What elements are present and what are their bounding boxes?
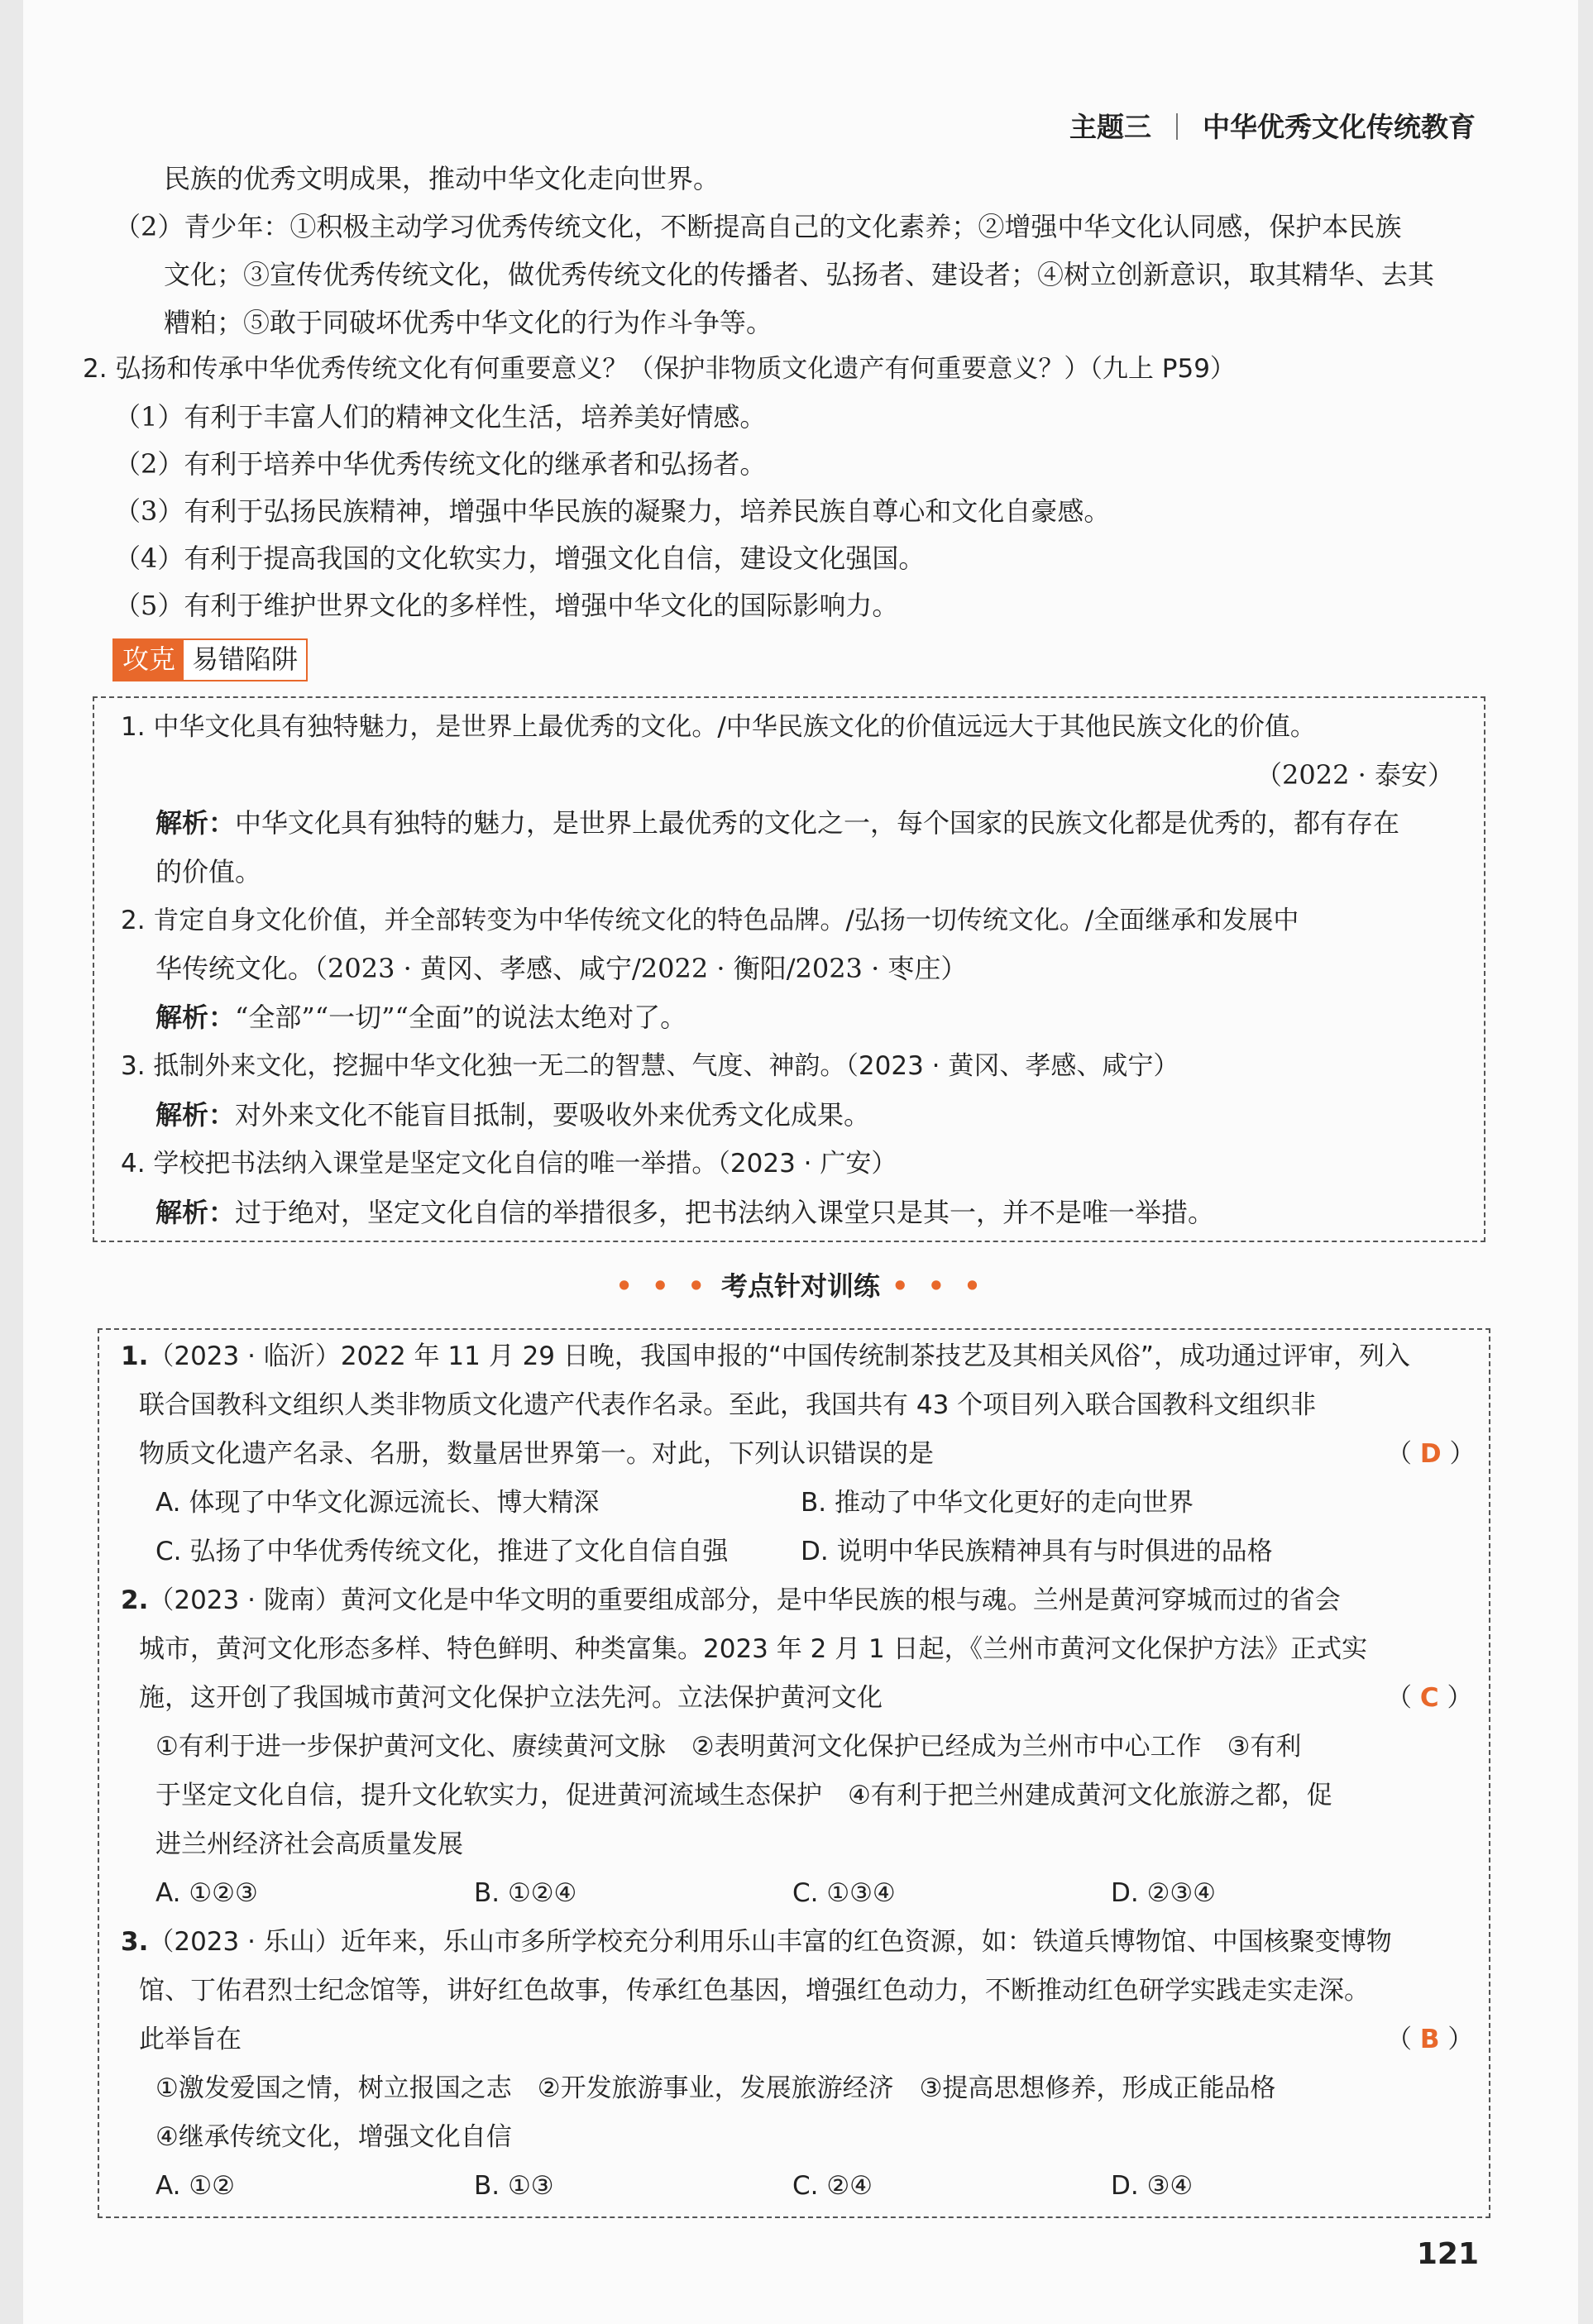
exercise-text: （2023 · 陇南）黄河文化是中华文明的重要组成部分，是中华民族的根与魂。兰州是黄河穿城而过的省会 [148,1585,1341,1615]
running-header [1069,106,1476,145]
trap-analysis [155,1098,870,1131]
answer-bracket: （ B ） [1386,2025,1474,2054]
header-title: 中华优秀文化传统教育 [1203,111,1476,143]
option: C. 弘扬了中华优秀传统文化，推进了文化自信自强 [155,1537,729,1566]
exercise-text: 城市，黄河文化形态多样、特色鲜明、种类富集。2023 年 2 月 1 日起，《兰州市黄河文化保护方法》正式实 [139,1634,1368,1664]
statements: ④继承传统文化，增强文化自信 [155,2122,512,2152]
answer-letter: B [1419,2025,1440,2054]
list-item: （4）有利于提高我国的文化软实力，增强文化自信，建设文化强国。 [114,543,926,574]
option: A. ①② [155,2171,235,2201]
exercise-text: 馆、丁佑君烈士纪念馆等，讲好红色故事，传承红色基因，增强红色动力，不断推动红色研学实践走实走深。 [139,1976,1370,2006]
analysis-text: 过于绝对，坚定文化自信的举措很多，把书法纳入课堂只是其一，并不是唯一举措。 [235,1197,1215,1228]
exercise-2-stem [121,1584,1341,1617]
page [23,0,1578,2324]
header-theme: 主题三 [1069,111,1151,143]
exercise-number: 3. [121,1927,149,1957]
option: D. 说明中华民族精神具有与时俱进的品格 [801,1537,1273,1566]
trap-analysis [155,1196,1214,1229]
option: D. ②③④ [1111,1878,1216,1908]
exercise-number: 2. [121,1585,149,1615]
list-item: （3）有利于弘扬民族精神，增强中华民族的凝聚力，培养民族自尊心和文化自豪感。 [114,495,1111,527]
exercise-text: 此举旨在 [139,2025,242,2054]
trap-statement: 4. 学校把书法纳入课堂是坚定文化自信的唯一举措。（2023 · 广安） [121,1149,897,1179]
answer-letter: C [1419,1683,1439,1713]
statements: 进兰州经济社会高质量发展 [155,1829,463,1859]
badge-label-highlight: 攻克 [114,640,184,680]
exercise-text: （2023 · 临沂）2022 年 11 月 29 日晚，我国申报的“中国传统制茶技艺及其相关风俗”，成功通过评审，列入 [148,1341,1410,1371]
trap-statement: 华传统文化。（2023 · 黄冈、孝感、咸宁/2022 · 衡阳/2023 · 枣庄） [155,953,968,984]
option: C. ②④ [792,2171,873,2201]
statements: ①激发爱国之情，树立报国之志 ②开发旅游事业，发展旅游经济 ③提高思想修养，形成正能品格 [155,2073,1276,2103]
answer-letter: D [1419,1439,1442,1469]
section-title-text: 考点针对训练 [720,1270,880,1302]
analysis-text: 中华文化具有独特的魅力，是世界上最优秀的文化之一，每个国家的民族文化都是优秀的，都有存在 [235,807,1400,839]
analysis-label: 解析： [155,807,236,839]
page-number: 121 [1416,2237,1479,2271]
exercise-3-stem [121,1925,1392,1958]
decor-dots-left: • • • [615,1270,710,1302]
section-title [23,1265,1578,1303]
option: A. 体现了中华文化源远流长、博大精深 [155,1488,600,1518]
trap-analysis [155,1001,686,1034]
trap-statement: 1. 中华文化具有独特魅力，是世界上最优秀的文化。/中华民族文化的价值远远大于其他民族文化的价值。 [121,712,1316,742]
analysis-label: 解析： [155,1099,236,1131]
trap-statement: 2. 肯定自身文化价值，并全部转变为中华传统文化的特色品牌。/弘扬一切传统文化。/全面继承和发展中 [121,906,1299,935]
trap-statement: 3. 抵制外来文化，挖掘中华文化独一无二的智慧、气度、神韵。（2023 · 黄冈、孝感、咸宁） [121,1051,1179,1081]
exercise-number: 1. [121,1341,149,1371]
option: A. ①②③ [155,1878,258,1908]
statements: ①有利于进一步保护黄河文化、赓续黄河文脉 ②表明黄河文化保护已经成为兰州市中心工作 ③有利 [155,1732,1302,1762]
list-item: （2）有利于培养中华优秀传统文化的继承者和弘扬者。 [114,448,767,480]
option: B. ①②④ [474,1878,577,1908]
section-badge [112,638,308,681]
question-heading: 2. 弘扬和传承中华优秀传统文化有何重要意义？（保护非物质文化遗产有何重要意义？）（九上 P59） [83,354,1236,384]
option: C. ①③④ [792,1878,896,1908]
analysis-label: 解析： [155,1197,236,1228]
header-separator [1176,113,1178,140]
exercise-text: 联合国教科文组织人类非物质文化遗产代表作名录。至此，我国共有 43 个项目列入联合国教科文组织非 [139,1390,1317,1420]
text-line: 糟粕；⑤敢于同破坏优秀中华文化的行为作斗争等。 [164,307,773,338]
exercise-text: 施，这开创了我国城市黄河文化保护立法先河。立法保护黄河文化 [139,1683,883,1713]
analysis-text: 的价值。 [155,856,262,887]
option: B. 推动了中华文化更好的走向世界 [801,1488,1194,1518]
text-line: 民族的优秀文明成果，推动中华文化走向世界。 [164,163,720,194]
option: D. ③④ [1111,2171,1194,2201]
answer-bracket: （ D ） [1386,1439,1476,1469]
exercise-1-stem [121,1340,1410,1373]
list-item: （1）有利于丰富人们的精神文化生活，培养美好情感。 [114,401,767,433]
option: B. ①③ [474,2171,554,2201]
analysis-text: “全部”“一切”“全面”的说法太绝对了。 [235,1002,687,1033]
exercise-text: （2023 · 乐山）近年来，乐山市多所学校充分利用乐山丰富的红色资源，如：铁道兵博物馆、中国核聚变博物 [148,1927,1392,1957]
analysis-text: 对外来文化不能盲目抵制，要吸收外来优秀文化成果。 [235,1099,871,1131]
statements: 于坚定文化自信，提升文化软实力，促进黄河流域生态保护 ④有利于把兰州建成黄河文化旅游之都，促 [155,1781,1332,1810]
trap-analysis [155,806,1399,839]
trap-source: （2022 · 泰安） [1256,759,1454,791]
badge-label: 易错陷阱 [184,640,306,680]
list-item: （5）有利于维护世界文化的多样性，增强中华文化的国际影响力。 [114,590,899,621]
text-line: 文化；③宣传优秀传统文化，做优秀传统文化的传播者、弘扬者、建设者；④树立创新意识，取其精华、去其 [164,259,1435,290]
exercise-text: 物质文化遗产名录、名册，数量居世界第一。对此，下列认识错误的是 [139,1439,934,1469]
decor-dots-right: • • • [892,1270,986,1302]
analysis-label: 解析： [155,1002,236,1033]
answer-bracket: （ C ） [1386,1683,1473,1713]
text-line: （2）青少年：①积极主动学习优秀传统文化，不断提高自己的文化素养；②增强中华文化认同感，保护本民族 [114,211,1402,242]
